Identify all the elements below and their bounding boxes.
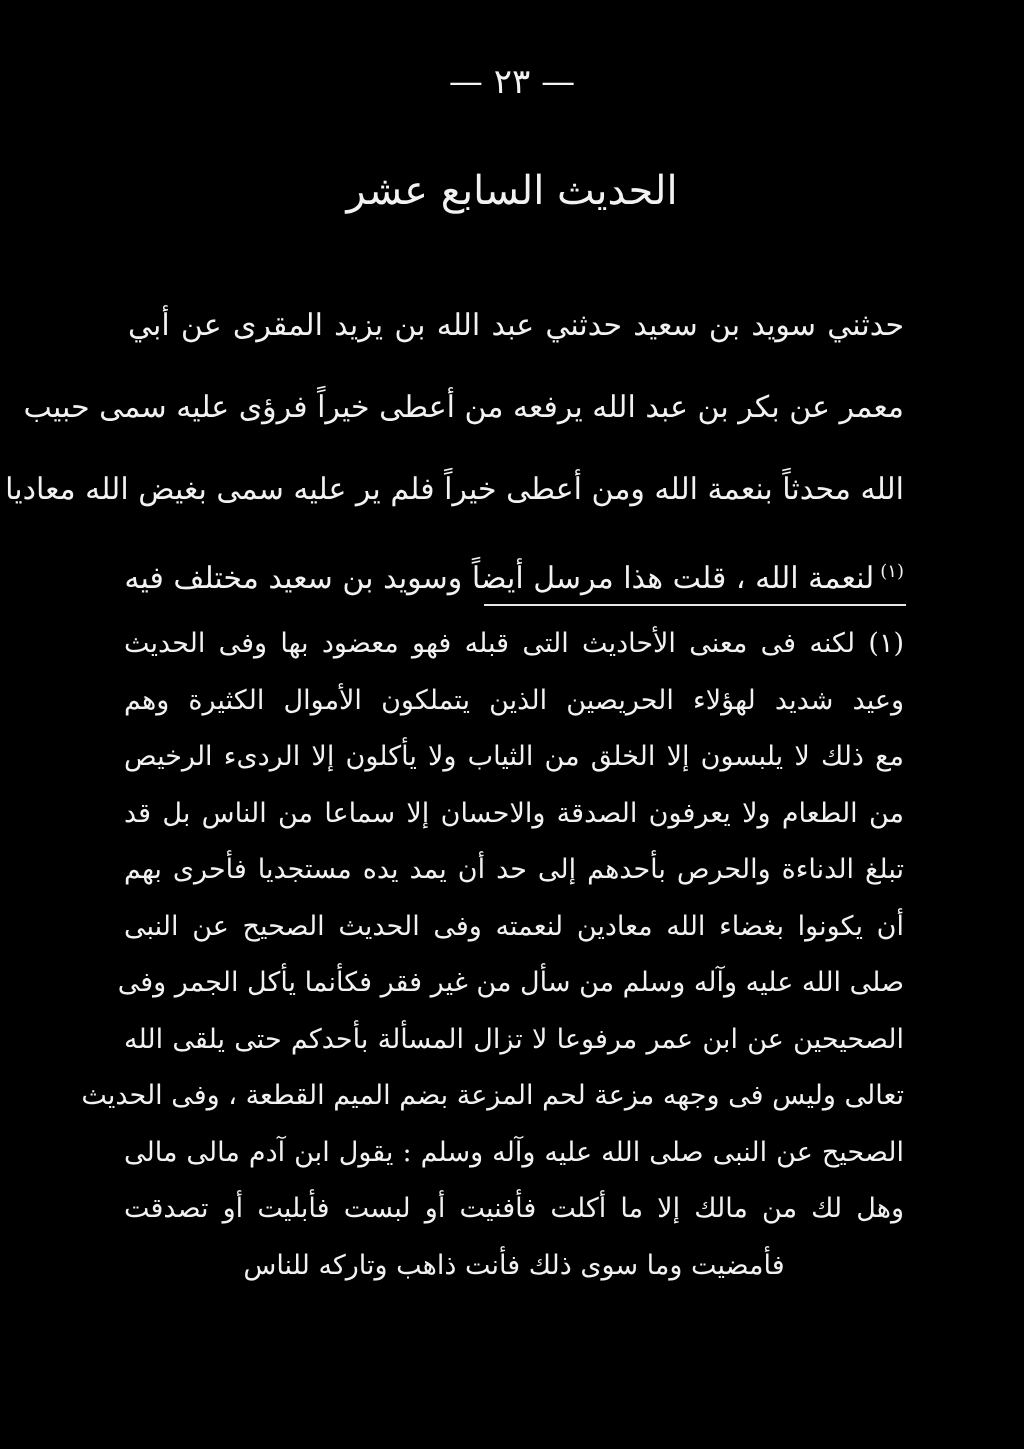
main-text: [5, 296, 904, 624]
footnote-line: وهل لك من مالك إلا ما أكلت فأفنيت أو لبست فأبليت أو تصدقت: [124, 1193, 904, 1224]
footnote-line: الصحيحين عن ابن عمر مرفوعا لا تزال المسألة بأحدكم حتى يلقى الله: [124, 1023, 904, 1055]
footnote-separator: [484, 604, 906, 606]
footnote-line: الصحيح عن النبى صلى الله عليه وآله وسلم : يقول ابن آدم مالى مالى: [124, 1136, 904, 1168]
page-number: — ٢٣ —: [448, 62, 576, 102]
footnote-line: فأمضيت وما سوى ذلك فأنت ذاهب وتاركه للناس: [243, 1249, 785, 1281]
footnote-line: صلى الله عليه وآله وسلم من سأل من غير فقر فكأنما يأكل الجمر وفى: [117, 967, 904, 998]
footnote-line: (١) لكنه فى معنى الأحاديث التى قبله فهو معضود بها وفى الحديث: [124, 628, 904, 659]
main-text-line-content: لنعمة الله ، قلت هذا مرسل أيضاً وسويد بن سعيد مختلف فيه: [124, 561, 875, 596]
footnote-line: تبلغ الدناءة والحرص بأحدهم إلى حد أن يمد يده مستجديا فأحرى بهم: [124, 854, 904, 885]
footnote-line: من الطعام ولا يعرفون الصدقة والاحسان إلا سماعا من الناس بل قد: [124, 797, 904, 829]
main-text-line: معمر عن بكر بن عبد الله يرفعه من أعطى خيراً فرؤى عليه سمى حبيب: [23, 390, 904, 425]
footnote-marker: (١): [880, 561, 904, 582]
main-text-line: [124, 542, 904, 624]
footnote-line: مع ذلك لا يلبسون إلا الخلق من الثياب ولا يأكلون إلا الردىء الرخيص: [124, 741, 904, 772]
footnote-line: تعالى وليس فى وجهه مزعة لحم المزعة بضم الميم القطعة ، وفى الحديث: [81, 1080, 904, 1111]
footnote-line: وعيد شديد لهؤلاء الحريصين الذين يتملكون الأموال الكثيرة وهم: [124, 684, 904, 716]
main-text-line: حدثني سويد بن سعيد حدثني عبد الله بن يزيد المقرى عن أبي: [128, 308, 904, 343]
footnote-line: أن يكونوا بغضاء الله معادين لنعمته وفى الحديث الصحيح عن النبى: [124, 910, 904, 942]
section-heading: الحديث السابع عشر: [346, 168, 678, 214]
main-text-line: الله محدثاً بنعمة الله ومن أعطى خيراً فلم ير عليه سمى بغيض الله معاديا: [5, 472, 904, 507]
footnote: [81, 620, 904, 1298]
